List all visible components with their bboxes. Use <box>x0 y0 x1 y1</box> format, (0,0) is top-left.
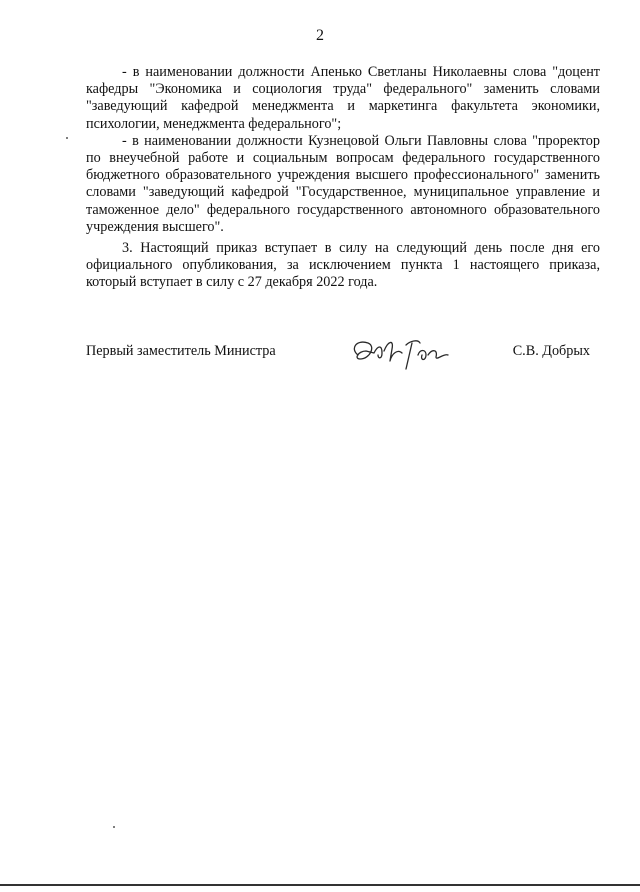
signatory-title: Первый заместитель Министра <box>86 343 276 359</box>
paragraph-amendment-1: - в наименовании должности Апенько Светланы Николаевны слова "доцент кафедры "Экономика и социология труда" федерального" заменить словами "заведующий кафедрой менеджмента и маркетинга факультета экономики, психологии, менеджмента федерального"; <box>86 64 600 132</box>
page-bottom-edge <box>0 884 640 886</box>
page-number: 2 <box>316 27 324 44</box>
paragraph-effective-date: 3. Настоящий приказ вступает в силу на следующий день после дня его официального опубликования, за исключением пункта 1 настоящего приказа, который вступает в силу с 27 декабря 2022 года. <box>86 240 600 291</box>
paragraph-amendment-2: - в наименовании должности Кузнецовой Ольги Павловны слова "проректор по внеучебной работе и социальным вопросам федерального государственного бюджетного образовательного учреждения высшего профессионального" заменить словами "заведующий кафедрой "Государственное, муниципальное управление и таможенное дело" федерального государственного автономного образовательного учреждения высшего". <box>86 132 600 235</box>
scan-speck <box>113 826 115 828</box>
scan-speck <box>66 137 68 139</box>
handwritten-signature <box>348 335 456 371</box>
signatory-name: С.В. Добрых <box>512 343 590 359</box>
document-body <box>86 64 600 292</box>
